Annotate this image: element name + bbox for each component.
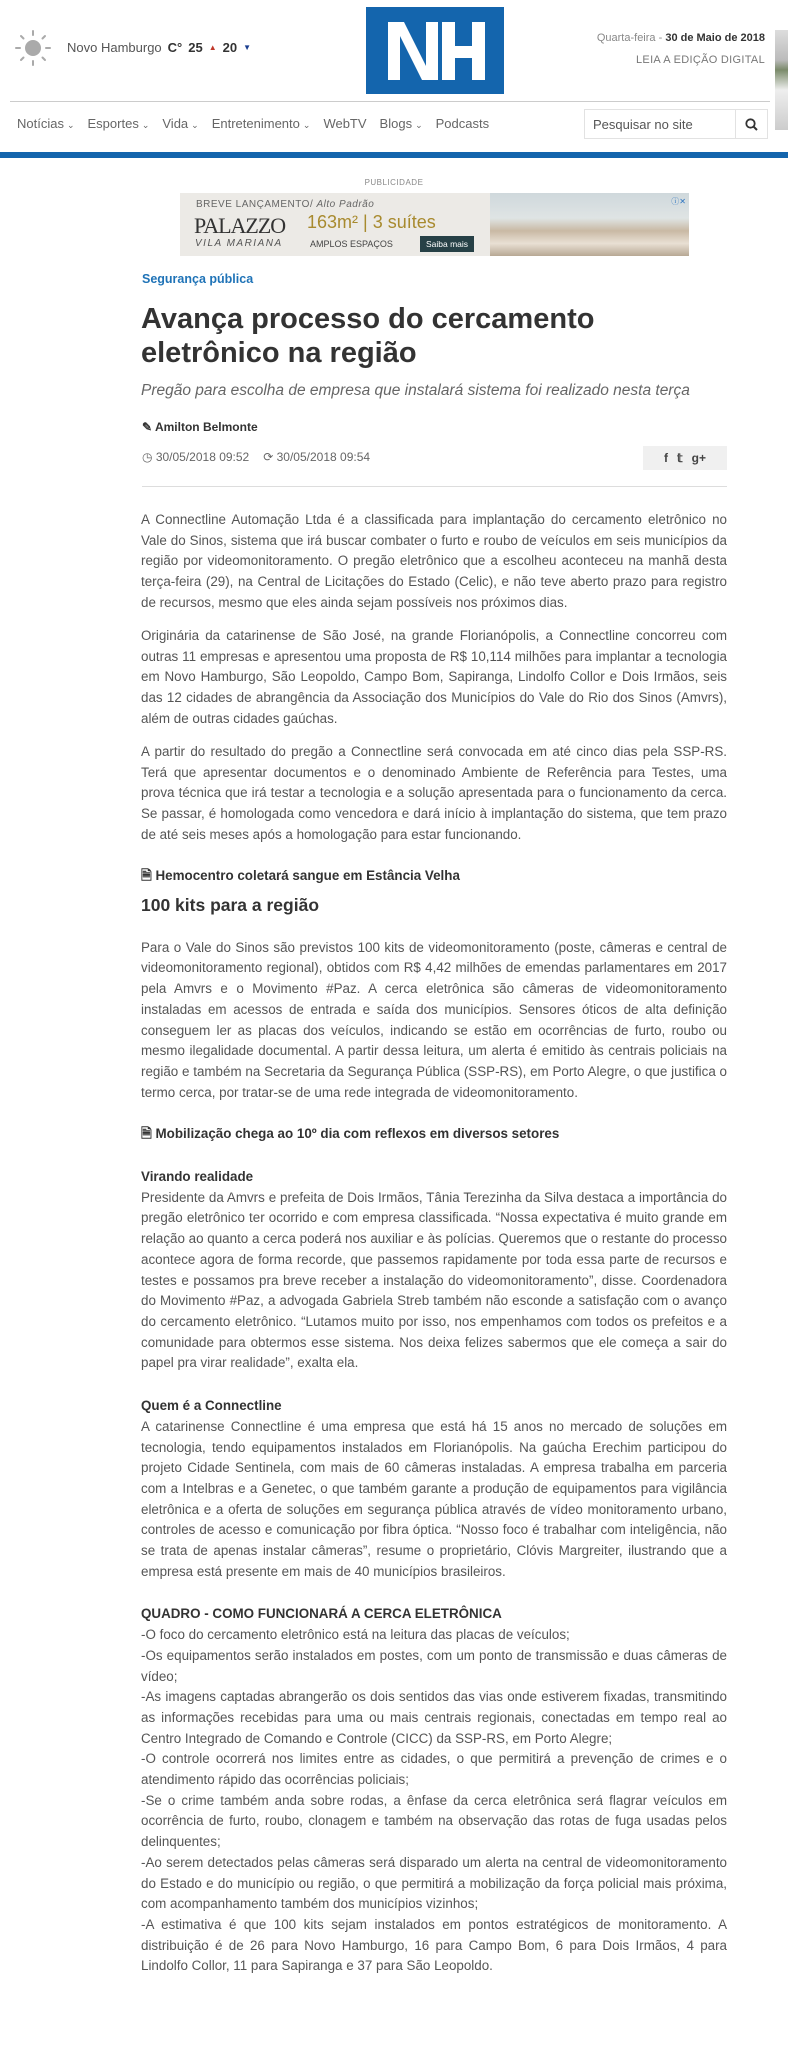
paragraph: Para o Vale do Sinos são previstos 100 kits de videomonitoramento (poste, câmeras e central de videomonitoramento regional), obtidos com R$ 4,42 milhões de emendas parlamentares em 2017 pela Amvrs e o Movimento #Paz. A cerca eletrônica são câmeras de videomonitoramento instaladas em acessos de entrada e saída dos municípios. Sensores óticos de alta definição conseguem ler as placas dos veículos, indicando se estão em ocorrências de furto, roubo ou mesmo ilegalidade documental. A partir dessa leitura, um alerta é emitido às centrais policiais na região e também na Secretaria da Segurança Pública (SSP-RS), em Porto Alegre, o que justifica o termo cerca, por tratar-se de uma rede integrada de videomonitoramento.	[141, 939, 727, 1100]
city-name: Novo Hamburgo	[67, 40, 162, 55]
paragraph: A catarinense Connectline é uma empresa que está há 15 anos no mercado de soluções em tecnologia, tendo equipamentos instalados em Florianópolis. Na gaúcha Erechim participou do projeto Cidade Sentinela, com mais de 60 câmeras instaladas. A empresa trabalha em parceria com a Intelbras e a Genetec, o que também garante a produção de equipamentos para vigilância eletrônica e a oferta de soluções em segurança pública através de vídeo monitoramento urbano, controles de acesso e comunicação por fibra óptica. “Nosso foco é trabalhar com inteligência, não se trata de apenas instalar câmeras”, resume o proprietário, Clóvis Margreiter, ilustrando que a empresa está presente em mais de 40 municípios brasileiros.	[141, 1418, 727, 1579]
paragraph: Presidente da Amvrs e prefeita de Dois Irmãos, Tânia Terezinha da Silva destaca a importância do pregão eletrônico ter ocorrido e com empresa classificada. “Nossa expectativa é muito grande em relação ao quanto a cerca poderá nos auxiliar e às polícias. Queremos que o restante do processo acontece agora de forma recorde, que passemos rapidamente por toda essa parte de recursos e testes e possamos pra breve receber a instalação do videomonitoramento”, disse. Coordenadora do Movimento #Paz, a advogada Gabriela Streb também não esconde a satisfação com o avanço do cercamento eletrônico. “Lutamos muito por isso, nos empenhamos com todos os prefeitos e a comunidade para obtermos esse sistema. Nos deixa felizes sabermos que ele começa a sair do papel pra virar realidade”, exalta ela.	[141, 1189, 727, 1371]
facebook-icon[interactable]: f	[664, 451, 669, 465]
twitter-icon[interactable]: 𝕥	[677, 451, 683, 465]
paragraph: A Connectline Automação Ltda é a classificada para implantação do cercamento eletrônico no Vale do Sinos, sistema que irá buscar combater o furto e roubo de veículos em seis municípios da região por videomonitoramento. O pregão eletrônico que a escolheu aconteceu na manhã desta terça-feira (29), na Central de Licitações do Estado (Celic), e não teve aberto prazo para registro de recursos, mesmo que eles ainda sejam possíveis nos próximos dias.	[141, 512, 727, 610]
ad-label: PUBLICIDADE	[364, 178, 424, 187]
subheading: Virando realidade	[141, 1169, 254, 1185]
edit-icon: ✎	[142, 420, 155, 434]
divider	[142, 486, 727, 487]
clock-icon: ◷	[142, 450, 156, 464]
nav-podcasts[interactable]: Podcasts	[435, 116, 490, 131]
ad-brand: PALAZZO	[194, 213, 286, 238]
share-bar	[643, 446, 727, 470]
weather-widget	[67, 40, 251, 55]
list-item: -O controle ocorrerá nos limites entre as cidades, o que permitirá a prevenção de crimes e o atendimento rápido das ocorrências policiais;	[141, 1751, 727, 1788]
chevron-down-icon: ⌄	[141, 120, 150, 130]
chevron-down-icon: ⌄	[66, 120, 75, 130]
subheading: QUADRO - COMO FUNCIONARÁ A CERCA ELETRÔNICA	[141, 1606, 502, 1622]
article-category[interactable]: Segurança pública	[142, 272, 254, 286]
related-link[interactable]: 🗎 Hemocentro coletará sangue em Estância Velha	[141, 868, 460, 884]
list-item: -A estimativa é que 100 kits sejam instalados em pontos estratégicos de monitoramento. A distribuição é de 26 para Novo Hamburgo, 16 para Campo Bom, 6 para Dois Irmãos, 4 para Lindolfo Collor, 11 para Sapiranga e 37 para São Leopoldo.	[141, 1916, 727, 1974]
nav-esportes[interactable]: Esportes ⌄	[87, 116, 150, 131]
nh-logo[interactable]	[366, 7, 504, 94]
file-icon: 🗎	[141, 868, 156, 884]
search-input[interactable]	[585, 110, 735, 138]
published-date: 30/05/2018 09:52	[155, 450, 250, 464]
ad-banner[interactable]: BREVE LANÇAMENTO/ Alto Padrão PALAZZO VILA MARIANA 163m² | 3 suítes AMPLOS ESPAÇOS Saiba mais ⓘ✕	[180, 193, 689, 256]
list-item: -As imagens captadas abrangerão os dois sentidos das vias onde estiverem fixadas, transmitindo as informações recebidas para uma ou mais centrais regionais, conectadas em tempo real ao Centro Integrado de Comando e Controle (CICC) da SSP-RS, em Porto Alegre;	[141, 1689, 727, 1746]
nav-webtv[interactable]: WebTV	[323, 116, 367, 131]
temp-unit: C°	[167, 40, 183, 55]
article-dates	[142, 450, 370, 464]
search-box	[584, 109, 768, 139]
ad-image	[490, 193, 689, 256]
digital-edition-link[interactable]: LEIA A EDIÇÃO DIGITAL	[636, 54, 765, 66]
subheading: Quem é a Connectline	[141, 1398, 282, 1414]
refresh-icon: ⟳	[263, 450, 277, 464]
ad-close-icon[interactable]: ⓘ✕	[671, 197, 686, 206]
nh-logo-mark	[380, 16, 490, 86]
google-plus-icon[interactable]: g+	[691, 451, 706, 465]
search-icon	[745, 118, 758, 131]
nav-blogs[interactable]: Blogs ⌄	[379, 116, 423, 131]
related-link[interactable]: 🗎 Mobilização chega ao 10º dia com reflexos em diversos setores	[141, 1126, 560, 1142]
digital-edition-thumbnail[interactable]	[775, 30, 788, 130]
paragraph: Originária da catarinense de São José, na grande Florianópolis, a Connectline concorreu com outras 11 empresas e apresentou uma proposta de R$ 10,114 milhões para implantar a tecnologia em Novo Hamburgo, São Leopoldo, Campo Bom, Sapiranga, Lindolfo Collor e Dois Irmãos, seis das 12 cidades de abrangência da Associação dos Municípios do Vale do Rio dos Sinos (Amvrs), além de outras cidades gaúchas.	[141, 627, 727, 726]
nav-entretenimento[interactable]: Entretenimento ⌄	[211, 116, 311, 131]
file-icon: 🗎	[141, 1126, 156, 1142]
article-title: Avança processo do cercamento eletrônico na região	[141, 303, 595, 369]
section-heading: 100 kits para a região	[141, 895, 320, 916]
temp-min: 20	[222, 40, 238, 55]
brand-bar	[0, 152, 788, 158]
article-body	[141, 510, 727, 1977]
sun-weather-icon	[14, 29, 52, 67]
current-date: Quarta-feira - 30 de Maio de 2018	[596, 32, 765, 44]
ad-cta-button[interactable]: Saiba mais	[420, 236, 474, 252]
article-subtitle: Pregão para escolha de empresa que instalará sistema foi realizado nesta terça	[141, 382, 690, 399]
temp-max: 25	[188, 40, 203, 55]
chevron-down-icon: ⌄	[415, 120, 423, 130]
chevron-down-icon: ⌄	[191, 120, 199, 130]
paragraph: A partir do resultado do pregão a Connectline será convocada em até cinco dias pela SSP-RS. Terá que apresentar documentos e o denominado Ambiente de Referência para Testes, uma prova técnica que irá testar a tecnologia e a solução apresentada para o funcionamento da cerca. Se passar, é homologada como vencedora e dará início à implantação do sistema, que tem prazo de até seis meses após a homologação para estar funcionando.	[141, 743, 727, 842]
search-button[interactable]	[735, 110, 767, 138]
arrow-down-icon: ▼	[243, 43, 252, 52]
header-divider	[10, 101, 770, 102]
arrow-up-icon: ▲	[208, 43, 217, 52]
list-item: -Se o crime também anda sobre rodas, a ênfase da cerca eletrônica será flagrar veículos em ocorrência de furto, roubo, clonagem e também na observação das rotas de fuga usadas pelos delinquentes;	[141, 1792, 727, 1850]
list-item: -Ao serem detectados pelas câmeras será disparado um alerta na central de videomonitoramento do Estado e do município ou região, o que permitirá a mobilização da força policial mais próxima, com acompanhamento também dos municípios vizinhos;	[141, 1854, 727, 1912]
nav-noticias[interactable]: Notícias ⌄	[17, 116, 75, 131]
nav-vida[interactable]: Vida ⌄	[162, 116, 199, 131]
main-nav	[17, 116, 489, 131]
list-item: -Os equipamentos serão instalados em postes, com um ponto de transmissão e duas câmeras de vídeo;	[141, 1647, 727, 1684]
updated-date: 30/05/2018 09:54	[276, 450, 371, 464]
list-item: -O foco do cercamento eletrônico está na leitura das placas de veículos;	[141, 1627, 570, 1643]
article-author: ✎ Amilton Belmonte	[142, 420, 258, 434]
chevron-down-icon: ⌄	[302, 120, 311, 130]
